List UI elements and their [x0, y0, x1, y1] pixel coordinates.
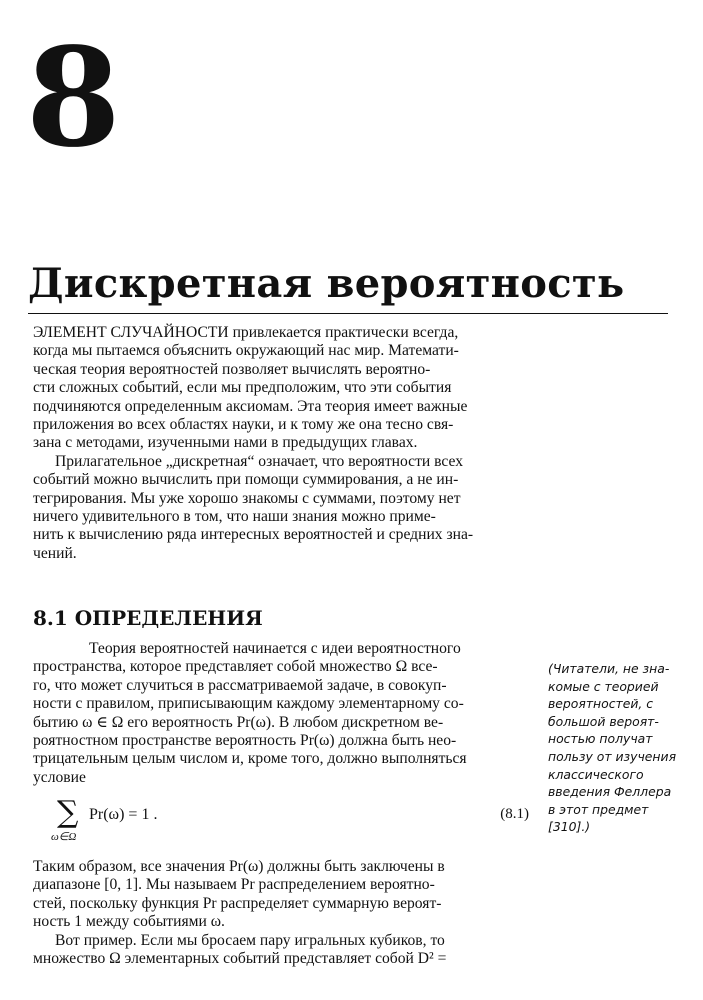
text-line: ность 1 между событиями ω.: [33, 913, 225, 931]
text-line: Таким образом, все значения Pr(ω) должны быть заключены в: [33, 858, 445, 875]
intro-text: [33, 324, 529, 563]
equation-number: (8.1): [500, 806, 529, 822]
text-line: событий можно вычислить при помощи суммирования, а не ин-: [33, 471, 459, 489]
chapter-title: Дискретная вероятность: [28, 260, 625, 307]
text-line: Теория вероятностей начинается с идеи вероятностного: [89, 640, 461, 657]
section-text-continued: [33, 858, 529, 968]
text-line: условие: [33, 768, 86, 786]
text-line: приложения во всех областях науки, и к тому же она тесно свя-: [33, 415, 454, 433]
sum-subscript: ω∈Ω: [51, 831, 77, 843]
text-line: стей, поскольку функция Pr распределяет суммарную вероят-: [33, 894, 442, 912]
equation-8-1: [33, 795, 529, 848]
margin-note-line: комые с теорией: [548, 678, 659, 694]
text-line: ности с правилом, приписывающим каждому элементарному со-: [33, 695, 464, 713]
chapter-number: 8: [26, 18, 121, 178]
margin-note-line: большой вероят-: [548, 713, 659, 729]
margin-note-line: [310].): [548, 819, 591, 835]
text-line: трицательным целым числом и, кроме того, должно выполняться: [33, 750, 467, 768]
text-line: ческая теория вероятностей позволяет вычислять вероятно-: [33, 360, 431, 378]
text-line: подчиняются определенным аксиомам. Эта теория имеет важные: [33, 397, 468, 415]
margin-note: [548, 660, 688, 836]
text-line: ничего удивительного в том, что наши знания можно приме-: [33, 507, 436, 525]
text-line: бытию ω ∈ Ω его вероятность Pr(ω). В любом дискретном ве-: [33, 713, 444, 731]
text-line: когда мы пытаемся объяснить окружающий нас мир. Математи-: [33, 342, 459, 360]
text-line: роятностном пространстве вероятность Pr(ω) должна быть нео-: [33, 731, 457, 749]
section-heading: 8.1 ОПРЕДЕЛЕНИЯ: [33, 606, 263, 630]
text-line: диапазоне [0, 1]. Мы называем Pr распределением вероятно-: [33, 876, 435, 894]
margin-note-line: пользу от изучения: [548, 748, 677, 764]
equation-expression: Pr(ω) = 1 .: [89, 806, 158, 823]
text-line: чений.: [33, 544, 77, 562]
margin-note-line: классического: [548, 766, 644, 782]
text-line: Прилагательное „дискретная“ означает, что вероятности всех: [55, 452, 464, 470]
margin-note-line: ностью получат: [548, 731, 653, 747]
text-line: ЭЛЕМЕНТ СЛУЧАЙНОСТИ привлекается практически всегда,: [33, 324, 459, 341]
margin-note-line: вероятностей, с: [548, 696, 654, 712]
margin-note-line: в этот предмет: [548, 801, 649, 817]
text-line: множество Ω элементарных событий представляет собой D² =: [33, 949, 447, 967]
margin-note-line: (Читатели, не зна-: [548, 661, 670, 676]
title-rule: [28, 313, 668, 314]
text-line: Вот пример. Если мы бросаем пару игральных кубиков, то: [55, 931, 445, 949]
text-line: сти сложных событий, если мы предположим, что эти события: [33, 379, 452, 397]
section-text: [33, 640, 529, 787]
text-line: нить к вычислению ряда интересных вероятностей и средних зна-: [33, 526, 474, 544]
sum-symbol: ∑: [57, 795, 79, 830]
text-line: пространства, которое представляет собой множество Ω все-: [33, 658, 438, 676]
text-line: тегрирования. Мы уже хорошо знакомы с суммами, поэтому нет: [33, 489, 461, 507]
text-line: го, что может случиться в рассматриваемой задаче, в совокуп-: [33, 676, 447, 694]
margin-note-line: введения Феллера: [548, 784, 672, 800]
text-line: зана с методами, изученными нами в предыдущих главах.: [33, 434, 418, 452]
